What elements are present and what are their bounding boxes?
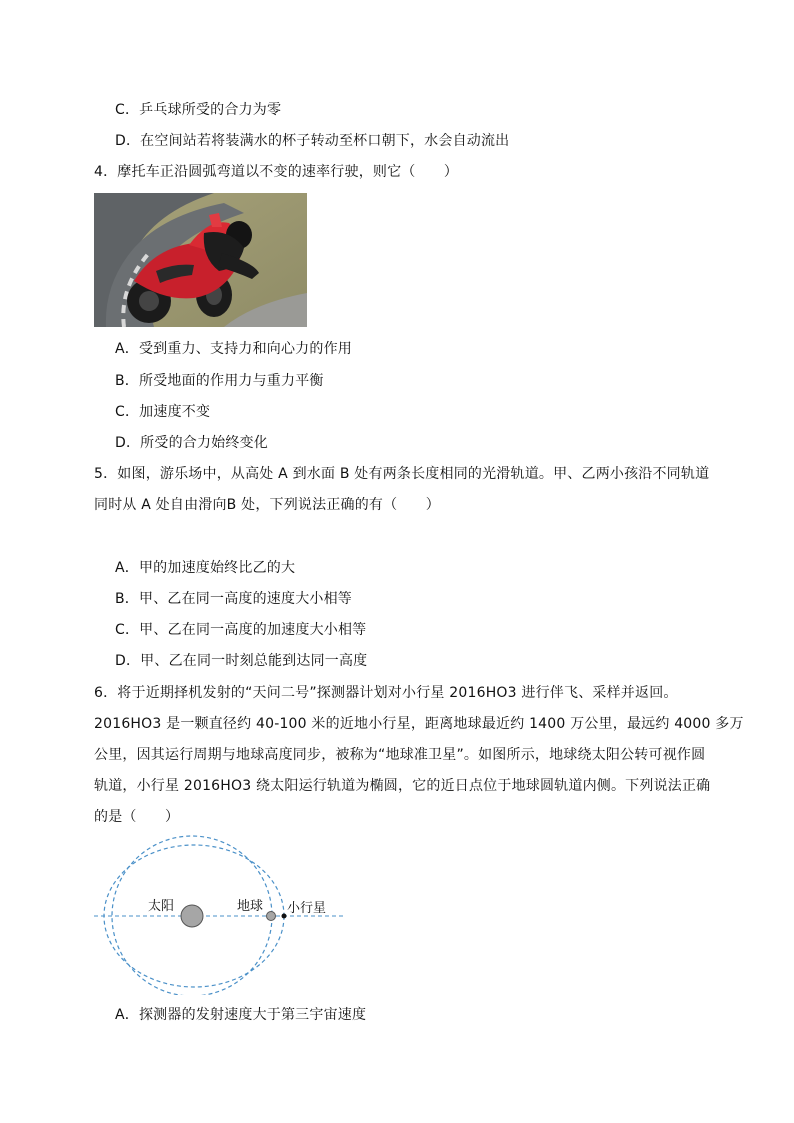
- q6-stem-line2: 2016HO3 是一颗直径约 40-100 米的近地小行星，距离地球最近约 1400 万公里，最远约 4000 多万: [94, 716, 744, 732]
- q5-option-d: D．甲、乙在同一时刻总能到达同一高度: [115, 653, 368, 669]
- motorcycle-photo: [94, 193, 307, 327]
- asteroid-label: 小行星: [287, 901, 327, 916]
- q6-option-a: A．探测器的发射速度大于第三宇宙速度: [115, 1007, 367, 1023]
- q4-option-a: A．受到重力、支持力和向心力的作用: [115, 341, 352, 357]
- q3-option-d: D．在空间站若将装满水的杯子转动至杯口朝下，水会自动流出: [115, 133, 510, 149]
- q5-option-a: A．甲的加速度始终比乙的大: [115, 560, 296, 576]
- q4-option-b: B．所受地面的作用力与重力平衡: [115, 373, 324, 389]
- q6-stem-line1: 6．将于近期择机发射的“天问二号”探测器计划对小行星 2016HO3 进行伴飞、采样并返回。: [94, 685, 678, 701]
- q5-option-b: B．甲、乙在同一高度的速度大小相等: [115, 591, 353, 607]
- q5-option-c: C．甲、乙在同一高度的加速度大小相等: [115, 622, 367, 638]
- asteroid-icon: [282, 914, 287, 919]
- q4-option-d: D．所受的合力始终变化: [115, 435, 268, 451]
- q5-stem-line2: 同时从 A 处自由滑向B 处，下列说法正确的有（ ）: [94, 497, 440, 513]
- sun-label: 太阳: [148, 899, 175, 914]
- q6-stem-line4: 轨道，小行星 2016HO3 绕太阳运行轨道为椭圆，它的近日点位于地球圆轨道内侧。下列说法正确: [94, 778, 711, 794]
- q3-option-c: C．乒乓球所受的合力为零: [115, 102, 282, 118]
- q4-option-c: C．加速度不变: [115, 404, 211, 420]
- earth-label: 地球: [237, 899, 264, 914]
- q4-stem: 4．摩托车正沿圆弧弯道以不变的速率行驶，则它（ ）: [94, 164, 459, 180]
- q6-stem-line3: 公里，因其运行周期与地球高度同步，被称为“地球准卫星”。如图所示，地球绕太阳公转可视作圆: [94, 747, 706, 763]
- q6-stem-line5: 的是（ ）: [94, 809, 180, 825]
- orbit-diagram: [94, 835, 344, 995]
- q5-stem-line1: 5．如图，游乐场中，从高处 A 到水面 B 处有两条长度相同的光滑轨道。甲、乙两小孩沿不同轨道: [94, 466, 710, 482]
- earth-icon: [267, 912, 276, 921]
- motorcycle-illustration: [94, 193, 307, 327]
- sun-icon: [181, 905, 203, 927]
